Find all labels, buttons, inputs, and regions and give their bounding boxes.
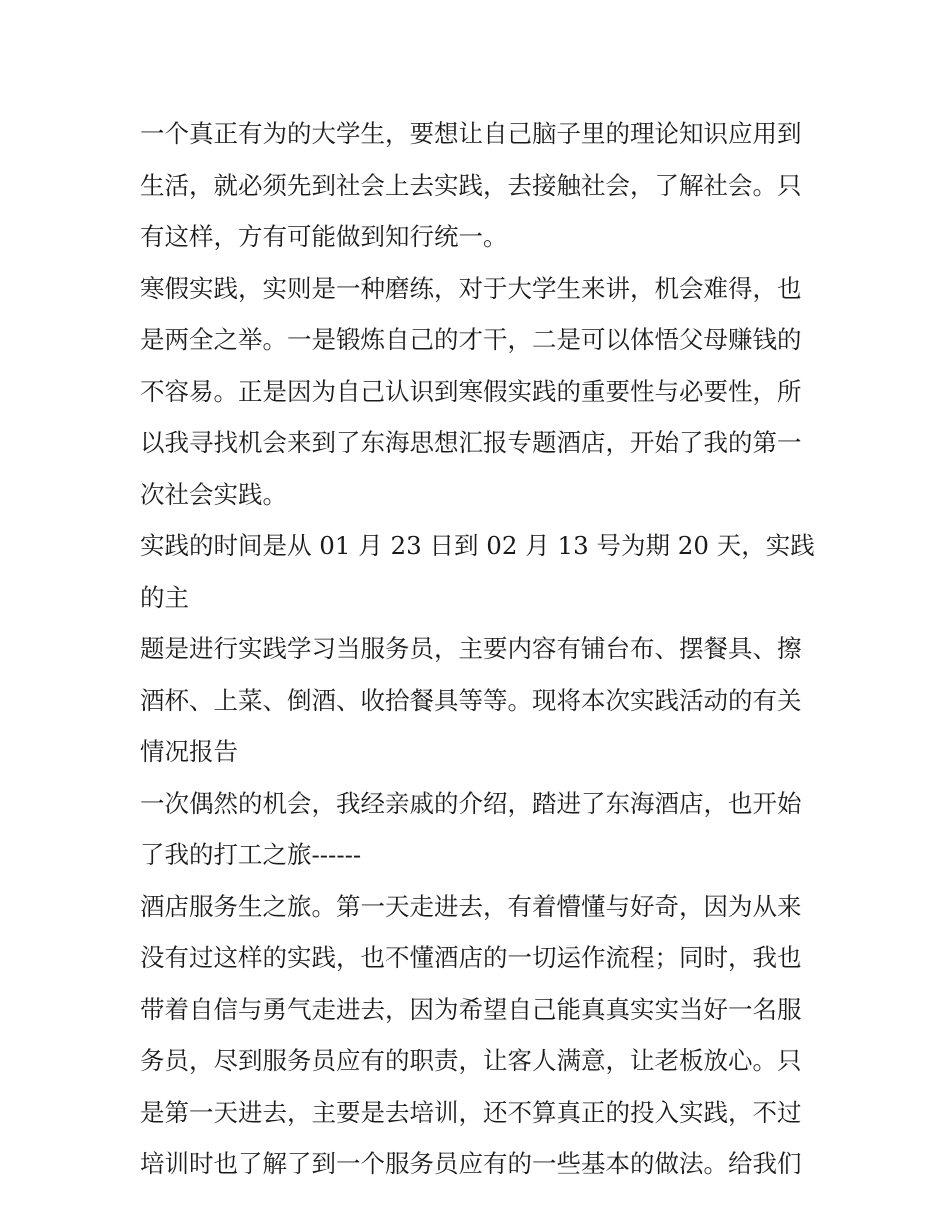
paragraph-opportunity: 一次偶然的机会，我经亲戚的介绍，踏进了东海酒店，也开始 了我的打工之旅------ <box>140 788 802 869</box>
paragraph-intro: 一个真正有为的大学生，要想让自己脑子里的理论知识应用到 生活，就必须先到社会上去实践，去接触社会，了解社会。只 有这样，方有可能做到知行统一。 <box>140 119 802 251</box>
paragraph-hotel-journey: 酒店服务生之旅。第一天走进去，有着懵懂与好奇，因为从来 没有过这样的实践，也不懂酒店的一切运作流程；同时，我也 带着自信与勇气走进去，因为希望自己能真真实实当好一名服 务员，尽到服务员应有的职责，让客人满意，让老板放心。只 是第一天进去，主要是去培训，还不算真正的投入实践，不过 培训时也了解了到一个服务员应有的一些基本的做法。给我们 <box>140 891 802 1178</box>
paragraph-winter-practice: 寒假实践，实则是一种磨练，对于大学生来讲，机会难得，也 是两全之举。一是锻炼自己的才干，二是可以体悟父母赚钱的 不容易。正是因为自己认识到寒假实践的重要性与必要性，所 以我寻找机会来到了东海思想汇报专题酒店，开始了我的第一 次社会实践。 <box>140 273 802 509</box>
document-body <box>140 108 820 1190</box>
paragraph-practice-time: 实践的时间是从 01 月 23 日到 02 月 13 号为期 20 天，实践的主 题是进行实践学习当服务员，主要内容有铺台布、摆餐具、擦 酒杯、上菜、倒酒、收拾餐具等等。现将本次实践活动的有关 情况报告 <box>140 531 815 766</box>
